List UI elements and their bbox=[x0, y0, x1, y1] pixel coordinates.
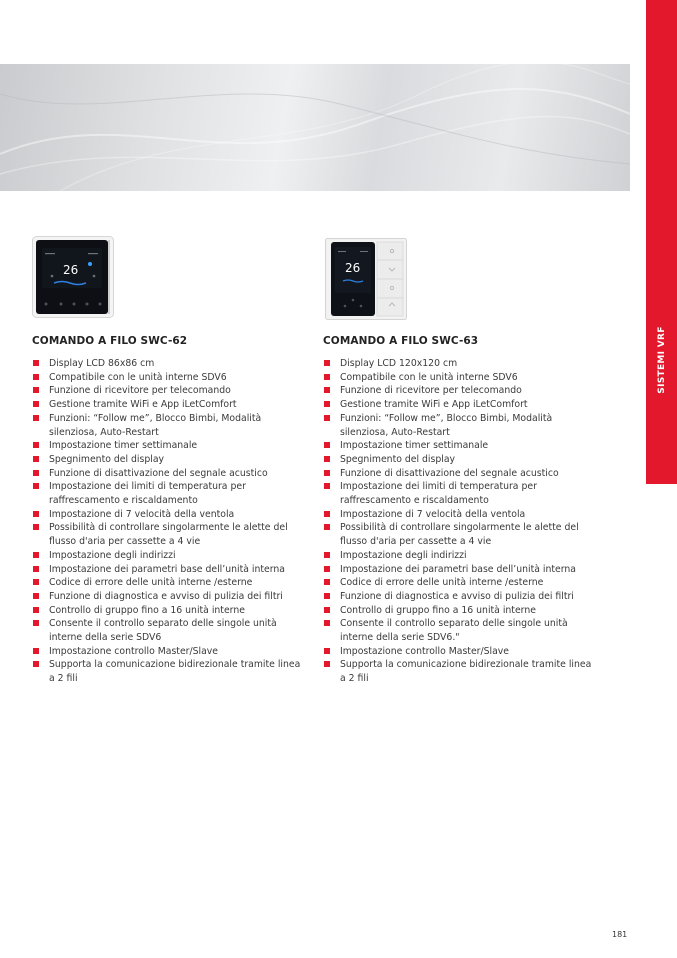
feature-item: Spegnimento del display bbox=[323, 453, 593, 467]
feature-item: Compatibile con le unità interne SDV6 bbox=[323, 371, 593, 385]
feature-list bbox=[323, 357, 593, 686]
product-title: COMANDO A FILO SWC-63 bbox=[323, 335, 479, 347]
feature-item: Funzione di diagnostica e avviso di pulizia dei filtri bbox=[323, 590, 593, 604]
feature-item: Impostazione controllo Master/Slave bbox=[32, 645, 302, 659]
feature-item: Controllo di gruppo fino a 16 unità interne bbox=[323, 604, 593, 618]
feature-item: Funzione di diagnostica e avviso di pulizia dei filtri bbox=[32, 590, 302, 604]
feature-item: Impostazione timer settimanale bbox=[323, 439, 593, 453]
feature-item: Codice di errore delle unità interne /esterne bbox=[323, 576, 593, 590]
device-image-swc63 bbox=[325, 238, 407, 324]
feature-item: Funzione di ricevitore per telecomando bbox=[32, 384, 302, 398]
product-column-swc62 bbox=[32, 335, 302, 686]
feature-item: Gestione tramite WiFi e App iLetComfort bbox=[32, 398, 302, 412]
side-tab-label: SISTEMI VRF bbox=[656, 326, 667, 394]
feature-item: Supporta la comunicazione bidirezionale tramite linea a 2 fili bbox=[32, 658, 302, 685]
feature-item: Impostazione degli indirizzi bbox=[32, 549, 302, 563]
feature-item: Impostazione dei parametri base dell’unità interna bbox=[323, 563, 593, 577]
feature-item: Impostazione controllo Master/Slave bbox=[323, 645, 593, 659]
feature-item: Funzione di disattivazione del segnale acustico bbox=[32, 467, 302, 481]
feature-item: Funzione di ricevitore per telecomando bbox=[323, 384, 593, 398]
feature-item: Impostazione dei limiti di temperatura per raffrescamento e riscaldamento bbox=[32, 480, 302, 507]
feature-item: Display LCD 86x86 cm bbox=[32, 357, 302, 371]
feature-item: Display LCD 120x120 cm bbox=[323, 357, 593, 371]
feature-item: Gestione tramite WiFi e App iLetComfort bbox=[323, 398, 593, 412]
feature-item: Spegnimento del display bbox=[32, 453, 302, 467]
product-column-swc63 bbox=[323, 335, 593, 686]
feature-item: Impostazione di 7 velocità della ventola bbox=[32, 508, 302, 522]
feature-item: Controllo di gruppo fino a 16 unità interne bbox=[32, 604, 302, 618]
feature-item: Impostazione dei parametri base dell’unità interna bbox=[32, 563, 302, 577]
feature-item: Compatibile con le unità interne SDV6 bbox=[32, 371, 302, 385]
feature-item: Consente il controllo separato delle singole unità interne della serie SDV6 bbox=[32, 617, 302, 644]
feature-item: Consente il controllo separato delle singole unità interne della serie SDV6." bbox=[323, 617, 593, 644]
feature-item: Impostazione di 7 velocità della ventola bbox=[323, 508, 593, 522]
feature-item: Codice di errore delle unità interne /esterne bbox=[32, 576, 302, 590]
feature-item: Supporta la comunicazione bidirezionale tramite linea a 2 fili bbox=[323, 658, 593, 685]
feature-item: Impostazione timer settimanale bbox=[32, 439, 302, 453]
feature-item: Funzioni: “Follow me”, Blocco Bimbi, Modalità silenziosa, Auto-Restart bbox=[323, 412, 593, 439]
feature-list bbox=[32, 357, 302, 686]
feature-item: Funzioni: “Follow me”, Blocco Bimbi, Modalità silenziosa, Auto-Restart bbox=[32, 412, 302, 439]
feature-item: Possibilità di controllare singolarmente le alette del flusso d'aria per cassette a 4 vie bbox=[323, 521, 593, 548]
feature-item: Impostazione degli indirizzi bbox=[323, 549, 593, 563]
feature-item: Impostazione dei limiti di temperatura per raffrescamento e riscaldamento bbox=[323, 480, 593, 507]
device-screen-temp: 26 bbox=[63, 263, 79, 277]
device-image-swc62 bbox=[32, 236, 114, 322]
hero-waves bbox=[0, 64, 630, 191]
page-number: 181 bbox=[612, 930, 628, 939]
feature-item: Possibilità di controllare singolarmente le alette del flusso d'aria per cassette a 4 vie bbox=[32, 521, 302, 548]
device-screen-temp: 26 bbox=[345, 261, 361, 275]
product-title: COMANDO A FILO SWC-62 bbox=[32, 335, 188, 347]
hero-banner bbox=[0, 64, 630, 191]
feature-item: Funzione di disattivazione del segnale acustico bbox=[323, 467, 593, 481]
